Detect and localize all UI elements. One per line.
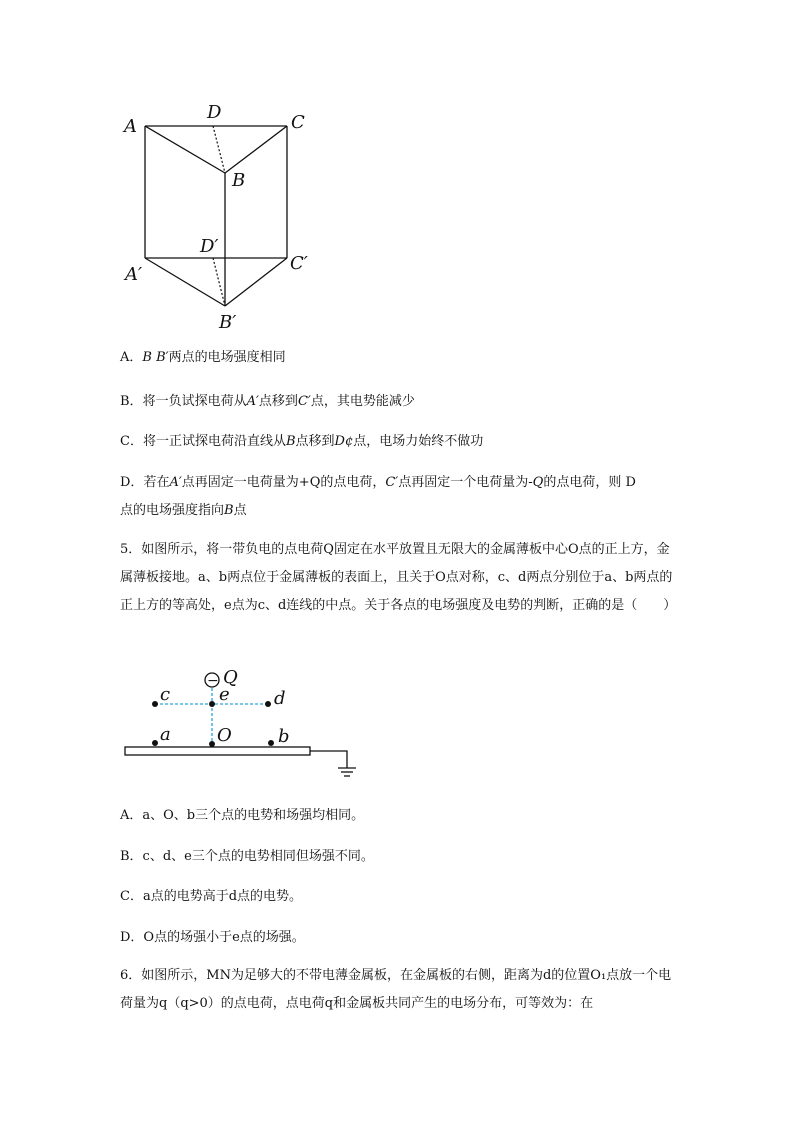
label-a: a (160, 724, 171, 745)
q4-option-c: C．将一正试探电荷沿直线从B点移到D¢点，电场力始终不做功 (120, 434, 484, 449)
q5-option-c: C．a点的电势高于d点的电势。 (120, 889, 303, 904)
label-A-prime: A′ (125, 264, 143, 285)
label-B-prime: B′ (219, 312, 237, 333)
q5-stem: 5．如图所示，将一带负电的点电荷Q固定在水平放置且无限大的金属薄板中心O点的正上方，金属薄板接地。a、b两点位于金属薄板的表面上，且关于O点对称，c、d两点分别位于a、b两点的正上方的等高处，e点为c、d连线的中点。关于各点的电场强度及电势的判断，正确的是（ ） (120, 542, 677, 613)
q4-option-d-line2: 点的电场强度指向B点 (120, 503, 247, 518)
charge-plate-figure (120, 660, 370, 785)
q5-option-a: A．a、O、b三个点的电势和场强均相同。 (120, 808, 365, 823)
label-C-prime: C′ (290, 253, 308, 274)
charge-minus-sign: − (207, 673, 219, 689)
label-e: e (219, 684, 230, 705)
q5-option-d: D．O点的场强小于e点的场强。 (120, 930, 305, 945)
label-B: B (232, 170, 246, 191)
label-d: d (274, 688, 286, 709)
label-D-prime: D′ (200, 236, 219, 257)
q4-option-d: D．若在A′点再固定一电荷量为+Q的点电荷，C′点再固定一个电荷量为-Q的点电荷，则 D (120, 475, 636, 490)
label-c: c (160, 684, 171, 705)
q5-option-b: B．c、d、e三个点的电势相同但场强不同。 (120, 849, 374, 864)
label-Q: Q (223, 667, 238, 688)
q6-stem: 6．如图所示，MN为足够大的不带电薄金属板，在金属板的右侧，距离为d的位置O₁点放一个电荷量为q（q>0）的点电荷，点电荷q和金属板共同产生的电场分布，可等效为：在 (120, 968, 672, 1011)
label-C: C (291, 112, 305, 133)
label-A: A (124, 116, 137, 137)
label-b: b (278, 726, 290, 747)
prism-figure (115, 95, 330, 335)
q4-option-b: B．将一负试探电荷从A′点移到C′点，其电势能减少 (120, 394, 415, 409)
label-D: D (207, 102, 222, 123)
q4-option-a: A．B B′两点的电场强度相同 (120, 350, 286, 365)
label-O: O (217, 725, 232, 746)
